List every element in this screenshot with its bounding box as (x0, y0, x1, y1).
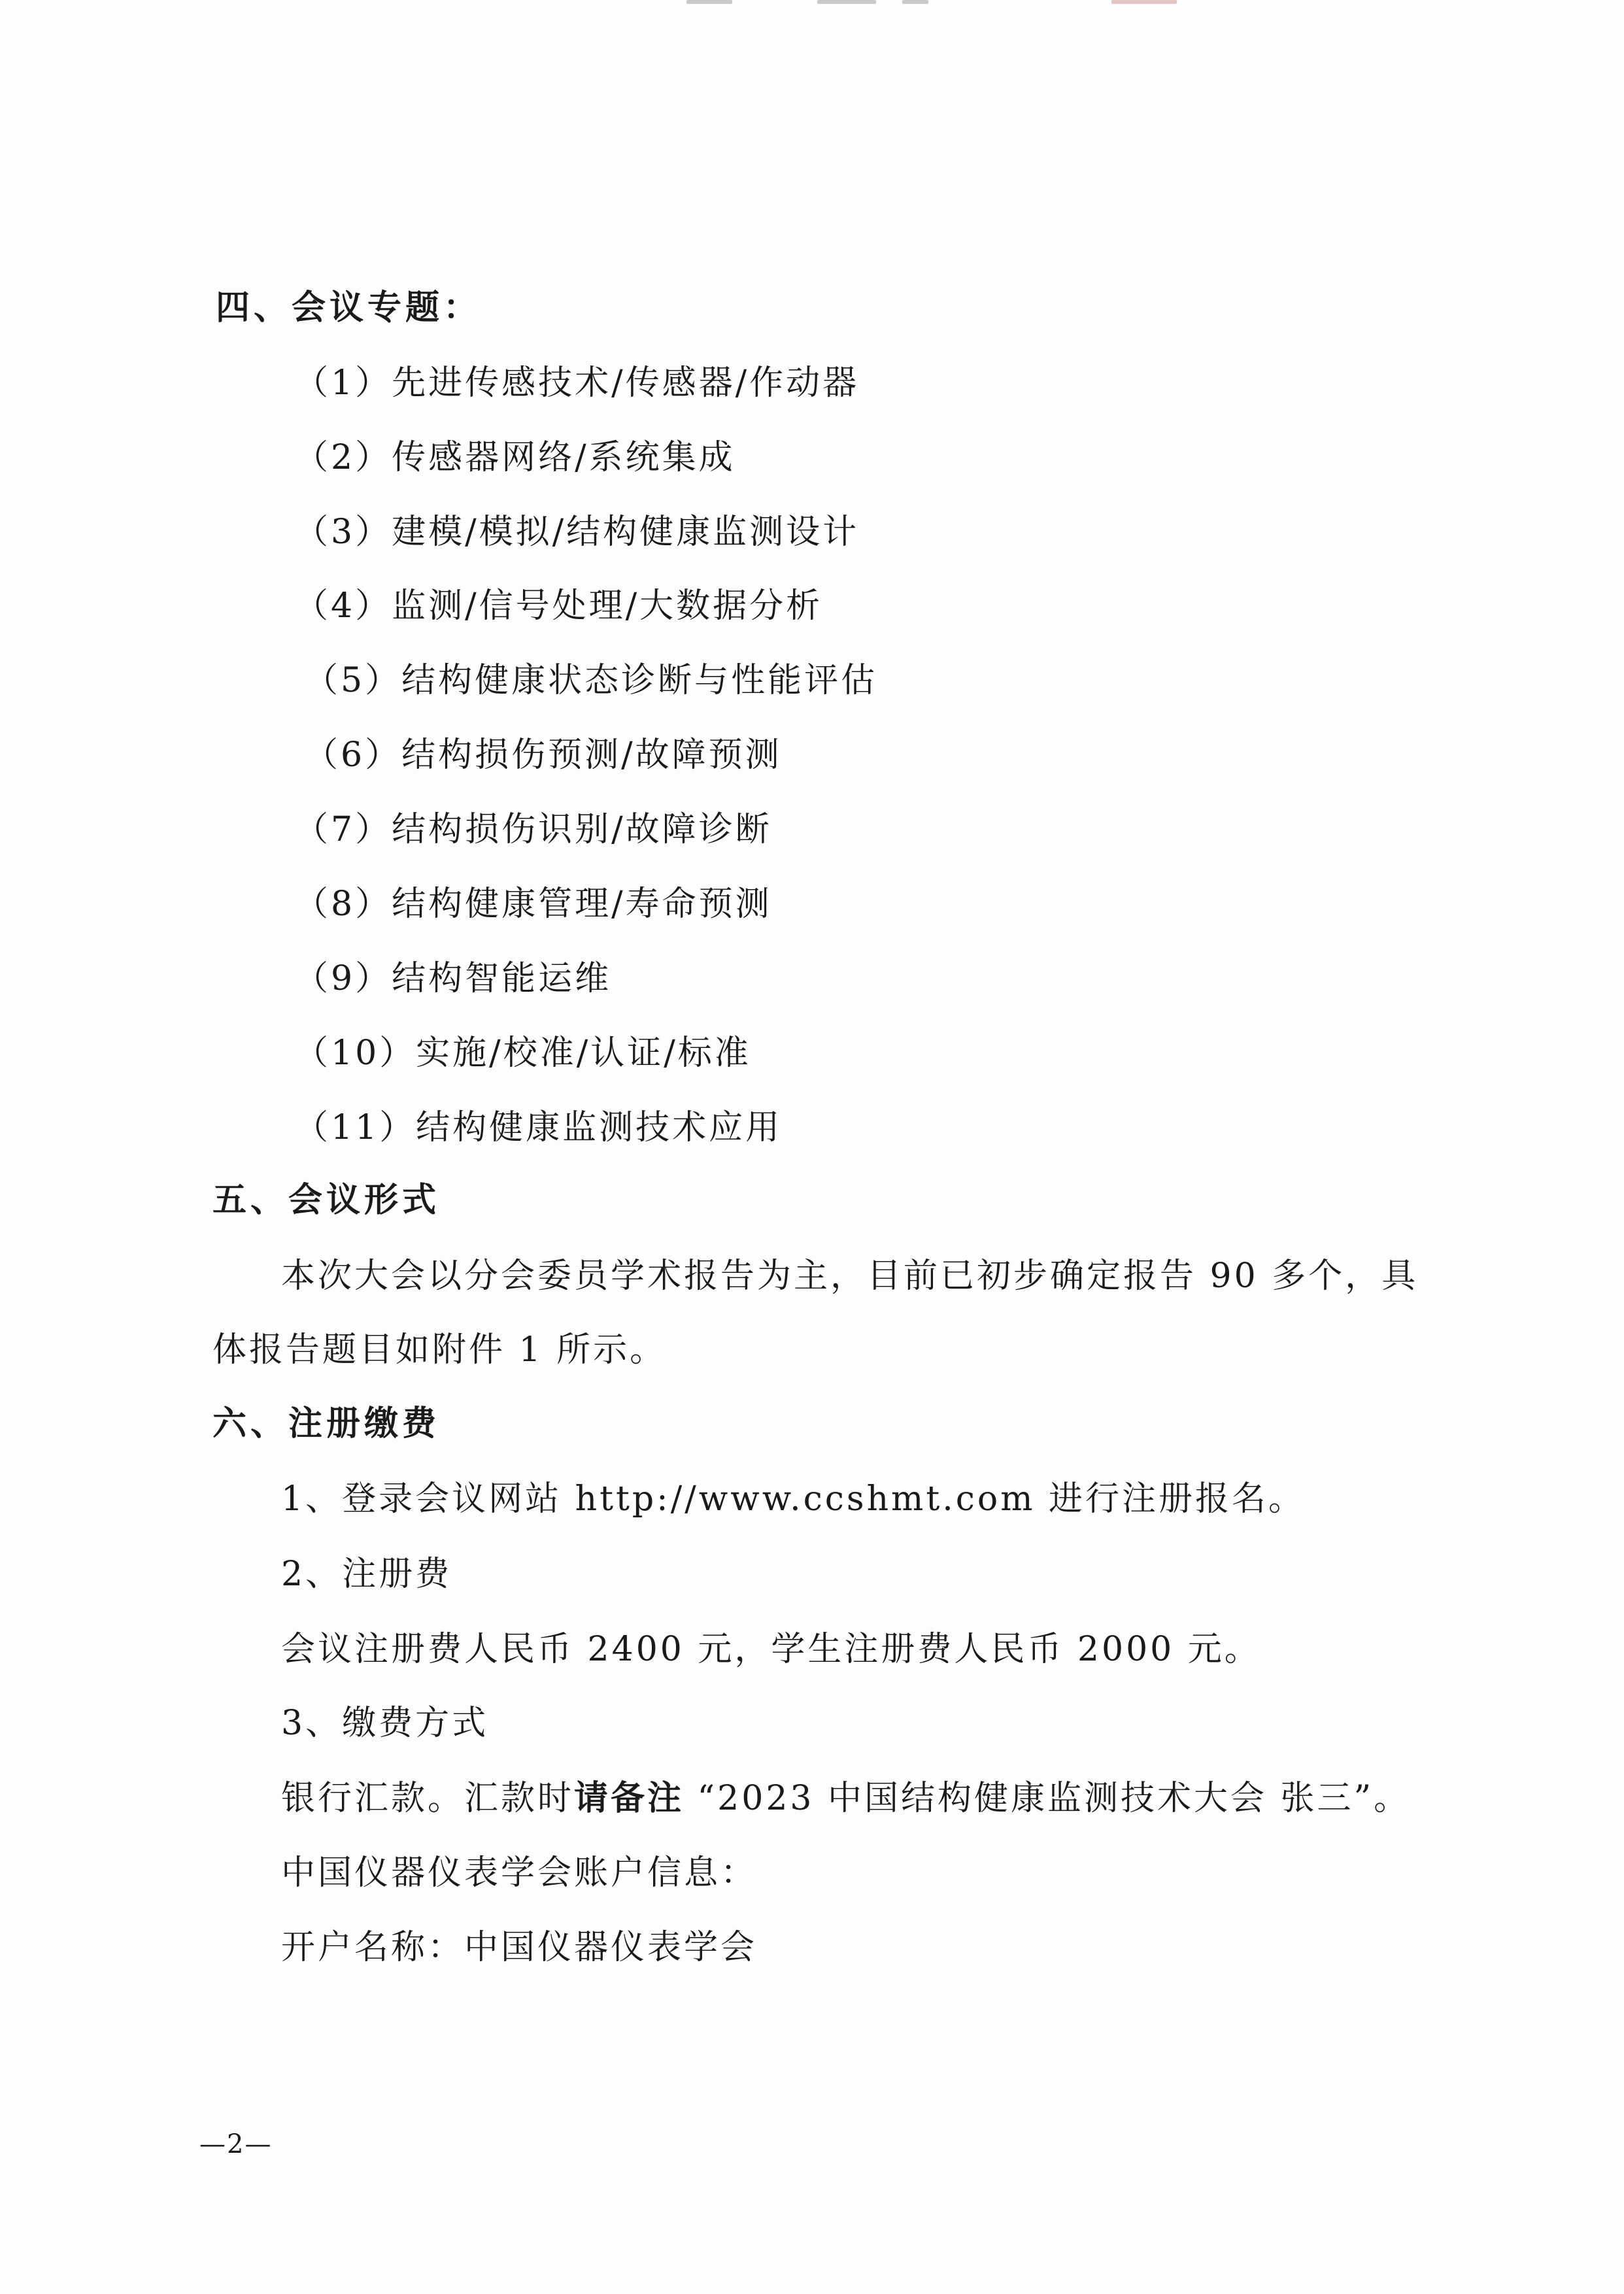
topic-item: （9）结构智能运维 (294, 959, 612, 998)
payment-method-text (281, 1776, 1410, 1821)
topic-item: （7）结构损伤识别/故障诊断 (294, 810, 772, 849)
topic-item: （11）结构健康监测技术应用 (294, 1108, 783, 1147)
payment-remark-text: “2023 中国结构健康监测技术大会 张三”。 (684, 1779, 1411, 1818)
section-heading-registration: 六、注册缴费 (212, 1404, 441, 1443)
payment-remark-label: 请备注 (574, 1778, 685, 1818)
format-paragraph-line2: 体报告题目如附件 1 所示。 (212, 1330, 667, 1370)
registration-fee-text: 会议注册费人民币 2400 元，学生注册费人民币 2000 元。 (281, 1630, 1261, 1669)
registration-fee-title: 2、注册费 (281, 1555, 452, 1594)
topic-item: （2）传感器网络/系统集成 (294, 438, 736, 477)
registration-item-website: 1、登录会议网站 http://www.ccshmt.com 进行注册报名。 (281, 1479, 1306, 1519)
section-heading-format: 五、会议形式 (212, 1180, 441, 1220)
payment-method-title: 3、缴费方式 (281, 1704, 489, 1743)
scan-artifact (1111, 0, 1177, 4)
topic-item: （6）结构损伤预测/故障预测 (304, 735, 782, 775)
topic-item: （3）建模/模拟/结构健康监测设计 (294, 513, 860, 552)
topic-item: （5）结构健康状态诊断与性能评估 (304, 661, 878, 700)
topic-item: （10）实施/校准/认证/标准 (294, 1034, 751, 1073)
page-number: —2— (199, 2129, 273, 2159)
scan-artifact (902, 0, 928, 4)
scan-artifact (817, 0, 876, 4)
topic-item: （4）监测/信号处理/大数据分析 (294, 586, 823, 626)
format-paragraph-line1: 本次大会以分会委员学术报告为主，目前已初步确定报告 90 多个，具 (281, 1257, 1419, 1296)
account-name: 开户名称：中国仪器仪表学会 (281, 1928, 758, 1967)
topic-item: （1）先进传感技术/传感器/作动器 (294, 363, 860, 403)
payment-text-part: 银行汇款。汇款时 (281, 1779, 575, 1818)
scan-artifact (686, 0, 732, 4)
topic-item: （8）结构健康管理/寿命预测 (294, 885, 772, 924)
account-info-title: 中国仪器仪表学会账户信息： (281, 1853, 758, 1893)
section-heading-topics: 四、会议专题： (216, 288, 482, 328)
